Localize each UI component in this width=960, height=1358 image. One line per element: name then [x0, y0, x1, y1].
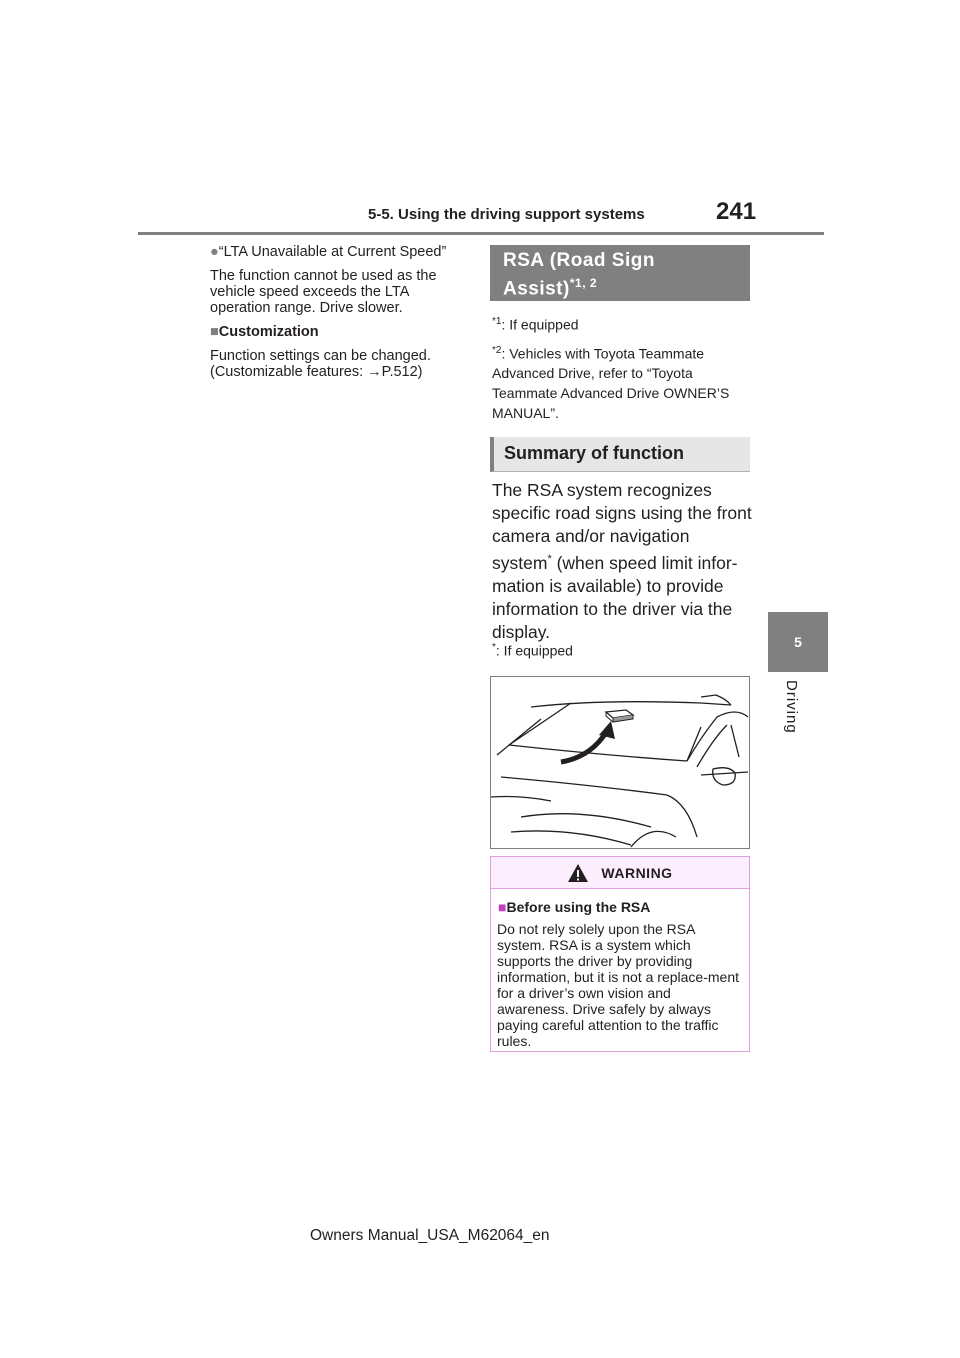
summary-footnote: *: If equipped	[492, 642, 573, 659]
left-column	[210, 244, 472, 388]
car-front-camera-drawing	[491, 677, 749, 848]
chapter-label: Driving	[783, 680, 800, 734]
bullet-text: “LTA Unavailable at Current Speed”	[218, 244, 447, 260]
customization-text: Function settings can be changed. (Customizable features: →P.512)	[210, 348, 431, 380]
warning-subheading: ■Before using the RSA	[498, 899, 651, 915]
bullet-dot-icon: ●	[210, 244, 219, 260]
square-bullet-icon: ■	[210, 324, 219, 340]
footnote-1: $^{*1}$: If equipped	[492, 316, 579, 333]
rsa-heading: RSA (Road Sign Assist)$^{*1, 2}$	[490, 245, 750, 301]
warning-header	[491, 857, 749, 889]
section-title: 5-5. Using the driving support systems	[368, 206, 645, 223]
warning-triangle-icon	[567, 863, 589, 883]
arrow-icon: →	[367, 364, 382, 380]
page-reference-link[interactable]: P.512)	[381, 364, 423, 380]
customization-heading: ■Customization	[210, 324, 319, 340]
square-bullet-icon: ■	[498, 899, 507, 915]
warning-title: WARNING	[601, 864, 673, 881]
chapter-tab: 5	[768, 612, 828, 672]
paragraph-speed: The function cannot be used as the vehicle speed exceeds the LTA operation range. Drive slower.	[210, 268, 437, 316]
footnote-2: $^{*2}$: Vehicles with Toyota Teammate Advanced Drive, refer to “Toyota Teammate Advanced Drive OWNER’S MANUAL”.	[492, 344, 730, 422]
footer-text: Owners Manual_USA_M62064_en	[310, 1227, 550, 1244]
summary-text: The RSA system recognizes specific road signs using the front camera and/or navigation system* (when speed limit infor-mation is available) to provide information to the driver via the display.	[492, 480, 752, 642]
page-number: 241	[716, 198, 757, 225]
rsa-footnotes	[492, 312, 748, 429]
windshield-camera-illustration	[490, 676, 750, 849]
bullet-item	[210, 244, 472, 260]
summary-heading: Summary of function	[490, 437, 750, 472]
warning-box	[490, 856, 750, 1052]
warning-body: Do not rely solely upon the RSA system. RSA is a system which supports the driver by providing information, but it is not a replace-ment for a driver’s own vision and awareness. Drive safely by always paying careful attention to the traffic rules.	[497, 921, 740, 1049]
header-rule	[138, 232, 824, 235]
